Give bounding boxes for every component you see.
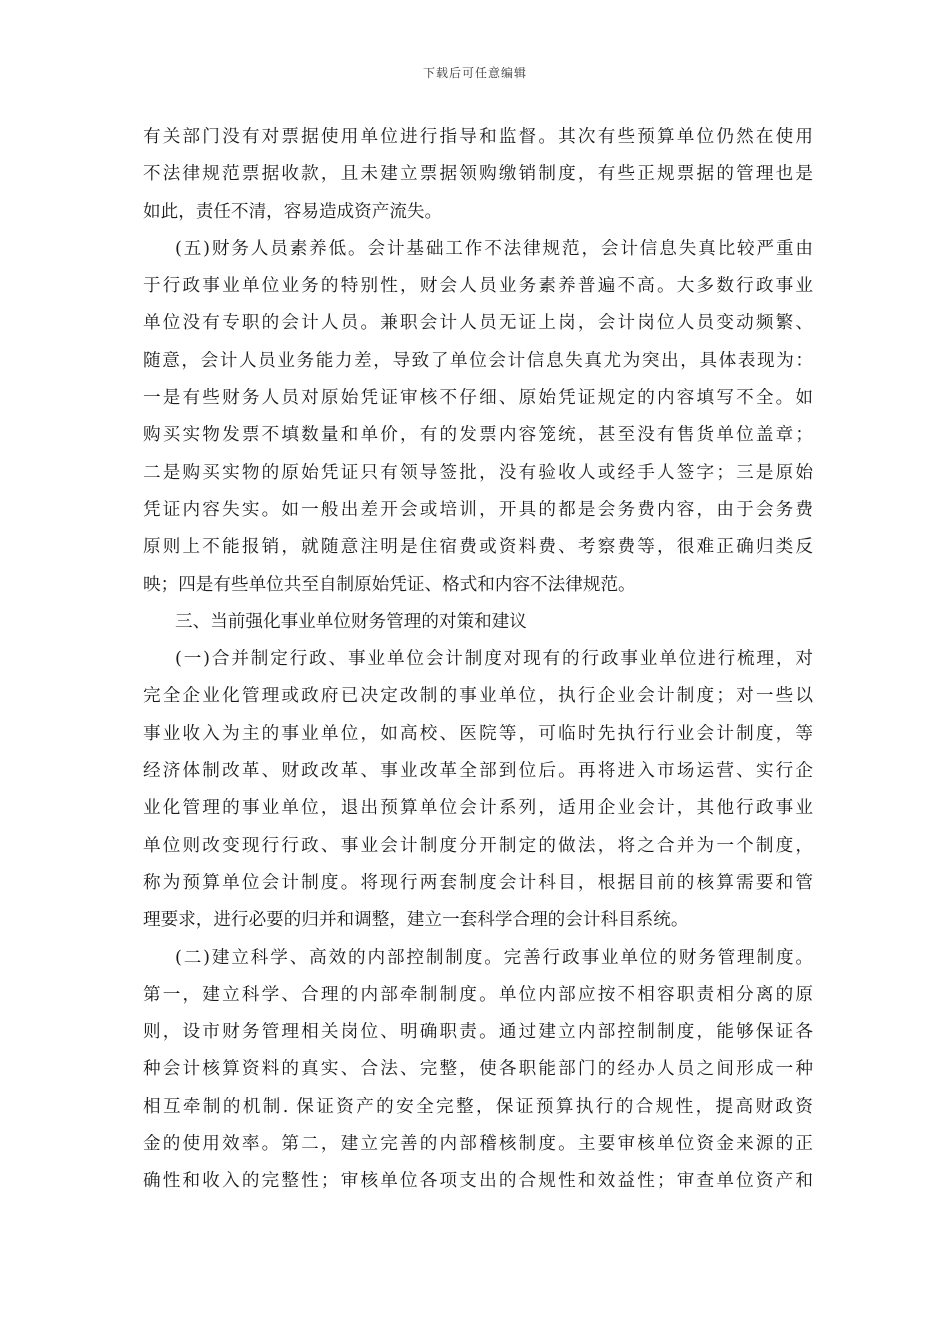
text-line: 称为预算单位会计制度。将现行两套制度会计科目，根据目前的核算需要和管: [143, 872, 813, 893]
text-line: 于行政事业单位业务的特别性，财会人员业务素养普遍不高。大多数行政事业: [143, 276, 813, 297]
text-line: 不法律规范票据收款，且未建立票据领购缴销制度，有些正规票据的管理也是: [143, 164, 813, 185]
text-line: 购买实物发票不填数量和单价，有的发票内容笼统，甚至没有售货单位盖章；: [143, 425, 813, 446]
text-line: 完全企业化管理或政府已决定改制的事业单位，执行企业会计制度；对一些以: [143, 686, 813, 707]
text-line: 二是购买实物的原始凭证只有领导签批，没有验收人或经手人签字；三是原始: [143, 462, 813, 483]
text-line: 经济体制改革、财政改革、事业改革全部到位后。再将进入市场运营、实行企: [143, 761, 813, 782]
text-line: 映；四是有些单位共至自制原始凭证、格式和内容不法律规范。: [143, 574, 636, 595]
text-line: 业化管理的事业单位，退出预算单位会计系列，适用企业会计，其他行政事业: [143, 798, 813, 819]
text-line: (五)财务人员素养低。会计基础工作不法律规范，会计信息失真比较严重由: [175, 238, 813, 259]
page-header: 下载后可任意编辑: [422, 66, 527, 80]
text-line: 原则上不能报销，就随意注明是住宿费或资料费、考察费等，很难正确归类反: [143, 537, 813, 558]
text-line: 金的使用效率。第二，建立完善的内部稽核制度。主要审核单位资金来源的正: [143, 1134, 813, 1155]
text-line: 有关部门没有对票据使用单位进行指导和监督。其次有些预算单位仍然在使用: [143, 127, 813, 147]
text-line: 如此，责任不清，容易造成资产流失。: [143, 201, 443, 222]
text-line: 三、当前强化事业单位财务管理的对策和建议: [175, 611, 527, 632]
text-line: 一是有些财务人员对原始凭证审核不仔细、原始凭证规定的内容填写不全。如: [143, 388, 813, 409]
text-line: (二)建立科学、高效的内部控制制度。完善行政事业单位的财务管理制度。: [175, 947, 813, 968]
text-line: 第一，建立科学、合理的内部牵制制度。单位内部应按不相容职责相分离的原: [143, 984, 813, 1005]
text-line: 则，设市财务管理相关岗位、明确职责。通过建立内部控制制度，能够保证各: [143, 1022, 813, 1043]
text-line: 事业收入为主的事业单位，如高校、医院等，可临时先执行行业会计制度，等: [143, 723, 813, 744]
text-line: 确性和收入的完整性；审核单位各项支出的合规性和效益性；审查单位资产和: [143, 1171, 813, 1192]
text-line: 凭证内容失实。如一般出差开会或培训，开具的都是会务费内容，由于会务费: [143, 499, 813, 520]
text-line: 单位则改变现行行政、事业会计制度分开制定的做法，将之合并为一个制度，: [143, 835, 813, 856]
text-line: 随意，会计人员业务能力差，导致了单位会计信息失真尤为突出，具体表现为：: [143, 350, 813, 371]
text-line: 单位没有专职的会计人员。兼职会计人员无证上岗，会计岗位人员变动频繁、: [143, 313, 813, 334]
text-line: 相互牵制的机制. 保证资产的安全完整，保证预算执行的合规性，提高财政资: [143, 1096, 813, 1117]
text-line: 种会计核算资料的真实、合法、完整，使各职能部门的经办人员之间形成一种: [143, 1059, 813, 1080]
text-line: 理要求，进行必要的归并和调整，建立一套科学合理的会计科目系统。: [143, 910, 689, 931]
document-body: [143, 119, 813, 1201]
text-line: (一)合并制定行政、事业单位会计制度对现有的行政事业单位进行梳理，对: [175, 649, 813, 670]
